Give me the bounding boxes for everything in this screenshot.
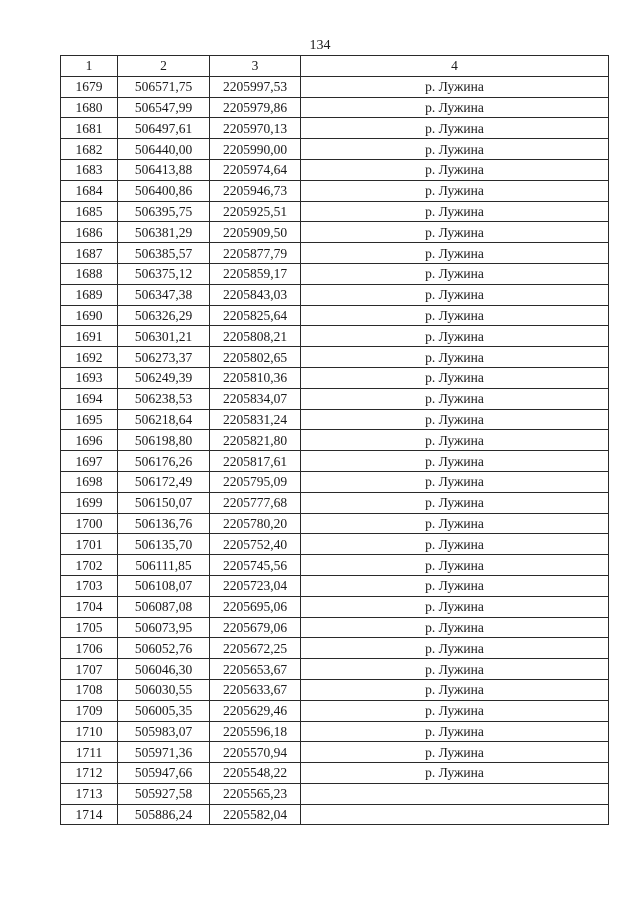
cell-x-coordinate: 506413,88 bbox=[118, 159, 210, 180]
table-row bbox=[61, 679, 609, 700]
table-row bbox=[61, 700, 609, 721]
cell-description: р. Лужина bbox=[301, 679, 609, 700]
cell-y-coordinate: 2205843,03 bbox=[210, 284, 301, 305]
cell-description: р. Лужина bbox=[301, 742, 609, 763]
cell-x-coordinate: 506111,85 bbox=[118, 555, 210, 576]
header-cell-y: 3 bbox=[210, 56, 301, 77]
cell-description: р. Лужина bbox=[301, 763, 609, 784]
cell-description: р. Лужина bbox=[301, 326, 609, 347]
cell-x-coordinate: 506440,00 bbox=[118, 139, 210, 160]
table-row bbox=[61, 263, 609, 284]
cell-y-coordinate: 2205802,65 bbox=[210, 347, 301, 368]
cell-point-number: 1679 bbox=[61, 76, 118, 97]
cell-y-coordinate: 2205970,13 bbox=[210, 118, 301, 139]
cell-y-coordinate: 2205810,36 bbox=[210, 367, 301, 388]
cell-x-coordinate: 506249,39 bbox=[118, 367, 210, 388]
cell-x-coordinate: 506176,26 bbox=[118, 451, 210, 472]
table-row bbox=[61, 763, 609, 784]
cell-description: р. Лужина bbox=[301, 430, 609, 451]
table-row bbox=[61, 555, 609, 576]
cell-point-number: 1693 bbox=[61, 367, 118, 388]
table-row bbox=[61, 804, 609, 825]
cell-y-coordinate: 2205859,17 bbox=[210, 263, 301, 284]
cell-x-coordinate: 506108,07 bbox=[118, 575, 210, 596]
cell-point-number: 1710 bbox=[61, 721, 118, 742]
table-row bbox=[61, 243, 609, 264]
cell-y-coordinate: 2205946,73 bbox=[210, 180, 301, 201]
cell-point-number: 1695 bbox=[61, 409, 118, 430]
cell-point-number: 1682 bbox=[61, 139, 118, 160]
cell-description: р. Лужина bbox=[301, 159, 609, 180]
cell-y-coordinate: 2205834,07 bbox=[210, 388, 301, 409]
table-body bbox=[61, 76, 609, 825]
cell-x-coordinate: 506150,07 bbox=[118, 492, 210, 513]
cell-description: р. Лужина bbox=[301, 76, 609, 97]
cell-y-coordinate: 2205808,21 bbox=[210, 326, 301, 347]
table-row bbox=[61, 721, 609, 742]
table-row bbox=[61, 409, 609, 430]
cell-point-number: 1687 bbox=[61, 243, 118, 264]
cell-description: р. Лужина bbox=[301, 284, 609, 305]
table-row bbox=[61, 367, 609, 388]
cell-x-coordinate: 506375,12 bbox=[118, 263, 210, 284]
cell-description: р. Лужина bbox=[301, 409, 609, 430]
cell-description: р. Лужина bbox=[301, 201, 609, 222]
table-row bbox=[61, 659, 609, 680]
cell-description: р. Лужина bbox=[301, 139, 609, 160]
cell-point-number: 1707 bbox=[61, 659, 118, 680]
cell-x-coordinate: 506326,29 bbox=[118, 305, 210, 326]
cell-description: р. Лужина bbox=[301, 700, 609, 721]
table-row bbox=[61, 430, 609, 451]
cell-point-number: 1697 bbox=[61, 451, 118, 472]
cell-description: р. Лужина bbox=[301, 471, 609, 492]
cell-y-coordinate: 2205821,80 bbox=[210, 430, 301, 451]
table-row bbox=[61, 118, 609, 139]
cell-x-coordinate: 505947,66 bbox=[118, 763, 210, 784]
cell-description: р. Лужина bbox=[301, 367, 609, 388]
cell-y-coordinate: 2205723,04 bbox=[210, 575, 301, 596]
cell-description: р. Лужина bbox=[301, 659, 609, 680]
table-row bbox=[61, 783, 609, 804]
table-row bbox=[61, 534, 609, 555]
cell-point-number: 1714 bbox=[61, 804, 118, 825]
cell-x-coordinate: 506218,64 bbox=[118, 409, 210, 430]
table-row bbox=[61, 284, 609, 305]
cell-description: р. Лужина bbox=[301, 534, 609, 555]
cell-point-number: 1712 bbox=[61, 763, 118, 784]
cell-point-number: 1692 bbox=[61, 347, 118, 368]
cell-point-number: 1703 bbox=[61, 575, 118, 596]
cell-x-coordinate: 506046,30 bbox=[118, 659, 210, 680]
cell-x-coordinate: 506301,21 bbox=[118, 326, 210, 347]
table-row bbox=[61, 638, 609, 659]
cell-point-number: 1680 bbox=[61, 97, 118, 118]
cell-y-coordinate: 2205548,22 bbox=[210, 763, 301, 784]
cell-y-coordinate: 2205825,64 bbox=[210, 305, 301, 326]
cell-y-coordinate: 2205679,06 bbox=[210, 617, 301, 638]
cell-x-coordinate: 506136,76 bbox=[118, 513, 210, 534]
cell-point-number: 1686 bbox=[61, 222, 118, 243]
cell-y-coordinate: 2205974,64 bbox=[210, 159, 301, 180]
cell-description: р. Лужина bbox=[301, 118, 609, 139]
cell-x-coordinate: 505971,36 bbox=[118, 742, 210, 763]
table-row bbox=[61, 76, 609, 97]
cell-x-coordinate: 506400,86 bbox=[118, 180, 210, 201]
cell-point-number: 1702 bbox=[61, 555, 118, 576]
header-cell-description: 4 bbox=[301, 56, 609, 77]
cell-description bbox=[301, 804, 609, 825]
cell-x-coordinate: 506547,99 bbox=[118, 97, 210, 118]
cell-description: р. Лужина bbox=[301, 347, 609, 368]
cell-y-coordinate: 2205990,00 bbox=[210, 139, 301, 160]
cell-description: р. Лужина bbox=[301, 305, 609, 326]
table-row bbox=[61, 471, 609, 492]
cell-description: р. Лужина bbox=[301, 513, 609, 534]
table-row bbox=[61, 513, 609, 534]
table-row bbox=[61, 596, 609, 617]
cell-point-number: 1709 bbox=[61, 700, 118, 721]
table-row bbox=[61, 388, 609, 409]
cell-point-number: 1694 bbox=[61, 388, 118, 409]
cell-x-coordinate: 506052,76 bbox=[118, 638, 210, 659]
cell-y-coordinate: 2205570,94 bbox=[210, 742, 301, 763]
cell-description bbox=[301, 783, 609, 804]
cell-x-coordinate: 506005,35 bbox=[118, 700, 210, 721]
cell-point-number: 1685 bbox=[61, 201, 118, 222]
cell-point-number: 1698 bbox=[61, 471, 118, 492]
cell-point-number: 1704 bbox=[61, 596, 118, 617]
table-row bbox=[61, 347, 609, 368]
page-number: 134 bbox=[309, 38, 331, 53]
cell-description: р. Лужина bbox=[301, 617, 609, 638]
cell-description: р. Лужина bbox=[301, 97, 609, 118]
coordinates-table bbox=[60, 55, 609, 825]
cell-description: р. Лужина bbox=[301, 451, 609, 472]
cell-y-coordinate: 2205817,61 bbox=[210, 451, 301, 472]
cell-y-coordinate: 2205633,67 bbox=[210, 679, 301, 700]
cell-x-coordinate: 506385,57 bbox=[118, 243, 210, 264]
cell-x-coordinate: 506347,38 bbox=[118, 284, 210, 305]
cell-x-coordinate: 505886,24 bbox=[118, 804, 210, 825]
cell-description: р. Лужина bbox=[301, 388, 609, 409]
cell-description: р. Лужина bbox=[301, 596, 609, 617]
table-row bbox=[61, 326, 609, 347]
cell-point-number: 1708 bbox=[61, 679, 118, 700]
cell-point-number: 1711 bbox=[61, 742, 118, 763]
cell-point-number: 1705 bbox=[61, 617, 118, 638]
cell-x-coordinate: 505927,58 bbox=[118, 783, 210, 804]
cell-point-number: 1706 bbox=[61, 638, 118, 659]
table-row bbox=[61, 617, 609, 638]
cell-y-coordinate: 2205979,86 bbox=[210, 97, 301, 118]
table-row bbox=[61, 742, 609, 763]
table-row bbox=[61, 492, 609, 513]
table-row bbox=[61, 451, 609, 472]
cell-description: р. Лужина bbox=[301, 638, 609, 659]
cell-x-coordinate: 506172,49 bbox=[118, 471, 210, 492]
cell-point-number: 1700 bbox=[61, 513, 118, 534]
cell-point-number: 1696 bbox=[61, 430, 118, 451]
cell-y-coordinate: 2205695,06 bbox=[210, 596, 301, 617]
cell-y-coordinate: 2205565,23 bbox=[210, 783, 301, 804]
table-row bbox=[61, 97, 609, 118]
cell-point-number: 1684 bbox=[61, 180, 118, 201]
table-row bbox=[61, 159, 609, 180]
cell-description: р. Лужина bbox=[301, 263, 609, 284]
cell-y-coordinate: 2205582,04 bbox=[210, 804, 301, 825]
cell-y-coordinate: 2205997,53 bbox=[210, 76, 301, 97]
cell-x-coordinate: 506497,61 bbox=[118, 118, 210, 139]
cell-x-coordinate: 506273,37 bbox=[118, 347, 210, 368]
cell-y-coordinate: 2205745,56 bbox=[210, 555, 301, 576]
cell-point-number: 1713 bbox=[61, 783, 118, 804]
cell-y-coordinate: 2205653,67 bbox=[210, 659, 301, 680]
cell-point-number: 1683 bbox=[61, 159, 118, 180]
cell-point-number: 1690 bbox=[61, 305, 118, 326]
cell-y-coordinate: 2205909,50 bbox=[210, 222, 301, 243]
cell-y-coordinate: 2205596,18 bbox=[210, 721, 301, 742]
cell-x-coordinate: 506571,75 bbox=[118, 76, 210, 97]
table-row bbox=[61, 201, 609, 222]
table-row bbox=[61, 305, 609, 326]
cell-x-coordinate: 506395,75 bbox=[118, 201, 210, 222]
cell-description: р. Лужина bbox=[301, 575, 609, 596]
cell-y-coordinate: 2205629,46 bbox=[210, 700, 301, 721]
cell-y-coordinate: 2205795,09 bbox=[210, 471, 301, 492]
cell-x-coordinate: 506238,53 bbox=[118, 388, 210, 409]
cell-x-coordinate: 506198,80 bbox=[118, 430, 210, 451]
table-header bbox=[61, 56, 609, 77]
cell-description: р. Лужина bbox=[301, 180, 609, 201]
cell-description: р. Лужина bbox=[301, 555, 609, 576]
cell-x-coordinate: 506087,08 bbox=[118, 596, 210, 617]
cell-y-coordinate: 2205877,79 bbox=[210, 243, 301, 264]
cell-y-coordinate: 2205831,24 bbox=[210, 409, 301, 430]
cell-y-coordinate: 2205925,51 bbox=[210, 201, 301, 222]
cell-x-coordinate: 505983,07 bbox=[118, 721, 210, 742]
table-row bbox=[61, 139, 609, 160]
header-cell-point-number: 1 bbox=[61, 56, 118, 77]
cell-point-number: 1688 bbox=[61, 263, 118, 284]
header-row bbox=[61, 56, 609, 77]
table-row bbox=[61, 180, 609, 201]
cell-x-coordinate: 506073,95 bbox=[118, 617, 210, 638]
cell-y-coordinate: 2205672,25 bbox=[210, 638, 301, 659]
cell-x-coordinate: 506030,55 bbox=[118, 679, 210, 700]
cell-x-coordinate: 506381,29 bbox=[118, 222, 210, 243]
cell-description: р. Лужина bbox=[301, 721, 609, 742]
cell-description: р. Лужина bbox=[301, 222, 609, 243]
cell-y-coordinate: 2205777,68 bbox=[210, 492, 301, 513]
cell-point-number: 1699 bbox=[61, 492, 118, 513]
cell-description: р. Лужина bbox=[301, 243, 609, 264]
header-cell-x: 2 bbox=[118, 56, 210, 77]
cell-point-number: 1701 bbox=[61, 534, 118, 555]
cell-point-number: 1681 bbox=[61, 118, 118, 139]
cell-point-number: 1691 bbox=[61, 326, 118, 347]
cell-x-coordinate: 506135,70 bbox=[118, 534, 210, 555]
cell-y-coordinate: 2205780,20 bbox=[210, 513, 301, 534]
cell-y-coordinate: 2205752,40 bbox=[210, 534, 301, 555]
cell-point-number: 1689 bbox=[61, 284, 118, 305]
cell-description: р. Лужина bbox=[301, 492, 609, 513]
table-row bbox=[61, 222, 609, 243]
table-row bbox=[61, 575, 609, 596]
